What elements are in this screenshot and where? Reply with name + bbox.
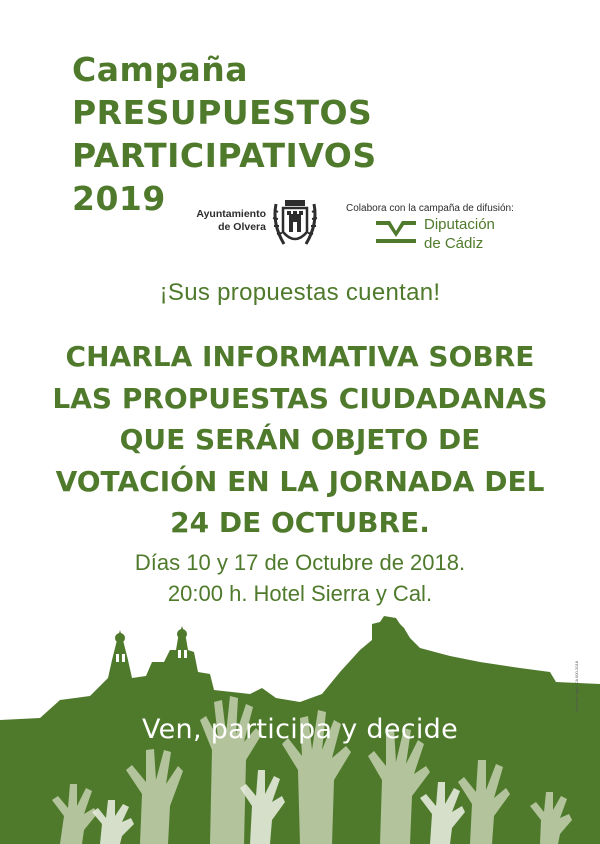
- diputacion-line1: Diputación: [424, 216, 495, 233]
- legal-deposit-text: Depósito legal: CA 000-2018: [574, 661, 579, 712]
- olvera-line2: de Olvera: [218, 221, 266, 233]
- event-time-place: 20:00 h. Hotel Sierra y Cal.: [167, 581, 433, 606]
- headline-line-3: QUE SERÁN OBJETO DE: [119, 423, 481, 456]
- headline-line-2: LAS PROPUESTAS CIUDADANAS: [52, 381, 548, 415]
- headline-line-4: VOTACIÓN EN LA JORNADA DEL: [55, 464, 545, 498]
- event-dates: Días 10 y 17 de Octubre de 2018.: [134, 550, 466, 575]
- title-line-presupuestos: PRESUPUESTOS: [72, 93, 373, 132]
- legal-deposit-note: [566, 612, 578, 712]
- headline-line-1: CHARLA INFORMATIVA SOBRE: [65, 340, 535, 373]
- headline-line-5: 24 DE OCTUBRE.: [170, 506, 430, 539]
- collaboration-note: Colabora con la campaña de difusión:: [346, 203, 514, 214]
- title-line-year: 2019: [72, 179, 166, 218]
- diputacion-line2: de Cádiz: [424, 235, 484, 252]
- diputacion-name: [424, 215, 495, 253]
- olvera-crest-icon: [270, 196, 320, 250]
- headline: [20, 336, 580, 544]
- olvera-line1: Ayuntamiento: [196, 208, 266, 220]
- ayuntamiento-olvera-logo: [192, 196, 324, 252]
- slogan: ¡Sus propuestas cuentan!: [159, 279, 441, 306]
- bottom-slogan: Ven, participa y decide: [141, 714, 459, 745]
- campaign-title: [72, 48, 377, 220]
- olvera-logo-text: [192, 208, 266, 234]
- diputacion-cadiz-logo: [346, 203, 546, 252]
- title-line-participativos: PARTICIPATIVOS: [72, 136, 377, 175]
- diputacion-emblem-icon: [374, 217, 420, 247]
- event-details: [0, 547, 600, 609]
- title-line-campaign: Campaña: [72, 50, 249, 89]
